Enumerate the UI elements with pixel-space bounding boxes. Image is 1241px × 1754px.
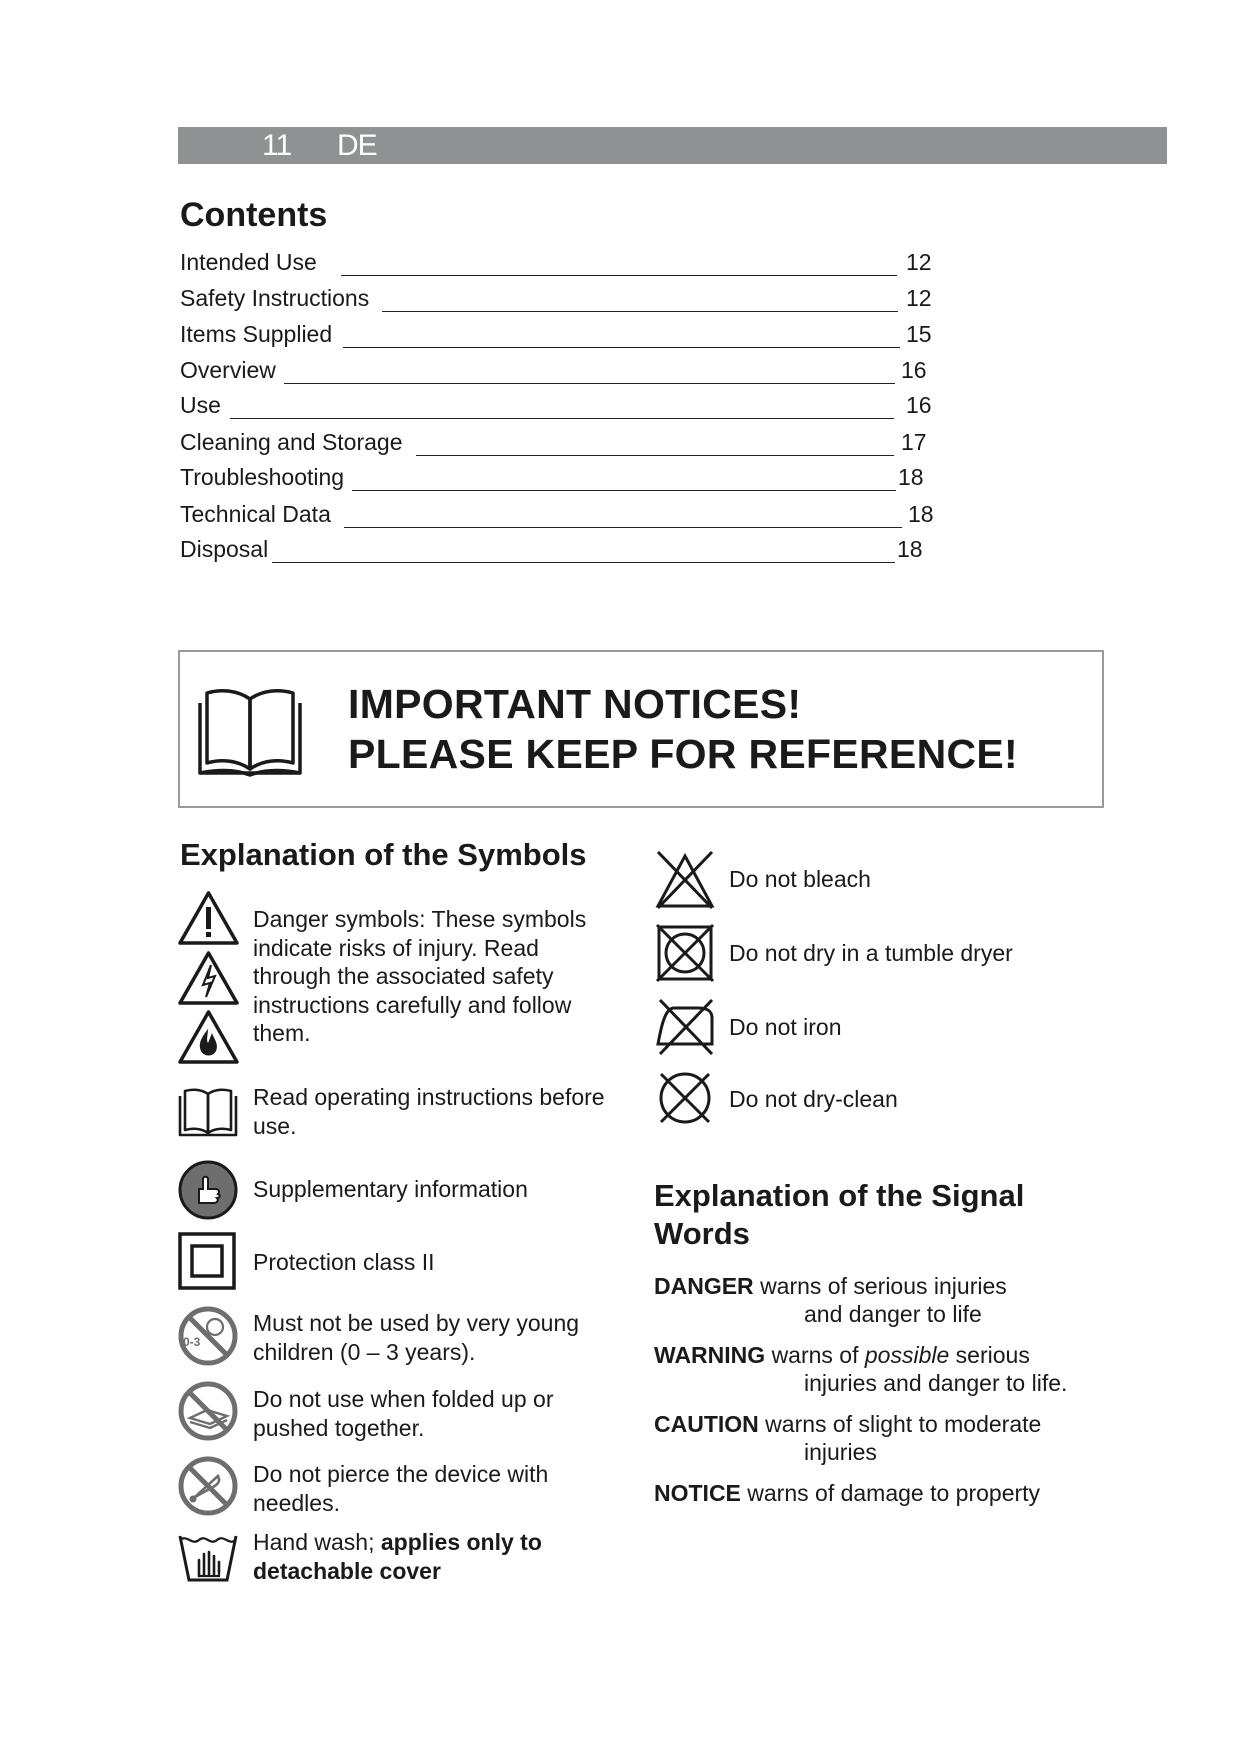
toc-leader xyxy=(416,455,894,456)
toc-leader xyxy=(344,527,902,528)
toc-label: Technical Data xyxy=(180,501,331,527)
signal-word: DANGER xyxy=(654,1273,754,1299)
toc-page: 18 xyxy=(908,501,934,527)
signal-word-desc: warns of damage to property xyxy=(747,1480,1041,1506)
hand-wash-icon xyxy=(177,1530,239,1584)
hand-wash-label: Hand wash; xyxy=(253,1529,381,1555)
toc-leader xyxy=(284,383,895,384)
toc-label: Cleaning and Storage xyxy=(180,429,403,455)
signal-word: CAUTION xyxy=(654,1411,759,1437)
toc-page: 16 xyxy=(901,357,927,383)
no-young-children-text: Must not be used by very young children (0 – 3 years). xyxy=(253,1310,580,1365)
notice-line-1: IMPORTANT NOTICES! xyxy=(348,681,802,727)
toc-label: Use xyxy=(180,392,221,418)
toc-label: Disposal xyxy=(180,536,269,562)
no-tumble-dry-text: Do not dry in a tumble dryer xyxy=(729,940,1013,966)
signal-word-desc-end: serious xyxy=(949,1342,1030,1368)
baby-face-icon xyxy=(207,1319,223,1335)
toc-label: Items Supplied xyxy=(180,321,333,347)
no-needles-icon xyxy=(177,1455,239,1517)
protection-class-ii-icon xyxy=(178,1232,236,1290)
no-dry-clean-text: Do not dry-clean xyxy=(729,1086,898,1112)
supplementary-info-text: Supplementary information xyxy=(253,1176,528,1202)
no-tumble-dry-icon xyxy=(655,923,715,983)
signal-word: NOTICE xyxy=(654,1480,741,1506)
open-book-icon xyxy=(195,685,305,777)
important-notice-box xyxy=(178,650,1104,808)
page-number: 11 xyxy=(262,129,292,162)
hand-wash-text xyxy=(253,1528,633,1585)
no-bleach-icon xyxy=(654,850,716,910)
no-folded-use-text: Do not use when folded up or pushed together. xyxy=(253,1386,554,1441)
open-book-icon xyxy=(177,1086,239,1138)
signal-word-desc-cont: injuries xyxy=(804,1439,877,1465)
no-iron-text: Do not iron xyxy=(729,1014,842,1040)
hand-wash-bold-note: applies only to detachable cover xyxy=(253,1529,542,1584)
signal-word-desc: warns of slight to moderate xyxy=(765,1411,1042,1437)
signal-word-desc-cont: injuries and danger to life. xyxy=(804,1370,1068,1396)
lightning-icon xyxy=(203,965,215,997)
toc-leader xyxy=(341,275,897,276)
toc-leader xyxy=(230,418,894,419)
danger-symbols-text: Danger symbols: These symbols indicate risks of injury. Read through the associated safety instructions carefully and follow them. xyxy=(253,906,587,1046)
protection-class-text: Protection class II xyxy=(253,1249,435,1275)
toc-page: 18 xyxy=(898,464,924,490)
toc-page: 17 xyxy=(901,429,927,455)
signal-words-heading: Explanation of the Signal Words xyxy=(654,1178,1025,1251)
toc-leader xyxy=(343,347,900,348)
toc-label: Safety Instructions xyxy=(180,285,370,311)
signal-word-danger xyxy=(654,1272,1094,1328)
signal-word: WARNING xyxy=(654,1342,766,1368)
language-code: DE xyxy=(337,129,377,162)
signal-word-caution xyxy=(654,1410,1094,1466)
danger-triangle-icons xyxy=(177,890,240,1068)
toc-page: 12 xyxy=(906,285,932,311)
no-iron-icon xyxy=(654,996,716,1056)
no-needles-text: Do not pierce the device with needles. xyxy=(253,1461,549,1516)
no-bleach-text: Do not bleach xyxy=(729,866,871,892)
contents-heading: Contents xyxy=(180,196,328,234)
toc-label: Overview xyxy=(180,357,276,383)
toc-page: 12 xyxy=(906,249,932,275)
symbols-heading: Explanation of the Symbols xyxy=(180,837,587,872)
notice-line-2: PLEASE KEEP FOR REFERENCE! xyxy=(348,731,1018,777)
exclamation-icon xyxy=(206,907,211,929)
no-folded-use-icon xyxy=(177,1380,239,1442)
signal-word-notice xyxy=(654,1479,1114,1507)
signal-word-desc: warns of xyxy=(771,1342,865,1368)
signal-word-desc: warns of serious injuries xyxy=(760,1273,1007,1299)
no-young-children-icon xyxy=(177,1305,239,1367)
toc-label: Intended Use xyxy=(180,249,317,275)
no-dry-clean-icon xyxy=(655,1068,715,1128)
signal-word-desc-cont: and danger to life xyxy=(804,1301,982,1327)
toc-page: 16 xyxy=(906,392,932,418)
signal-word-warning xyxy=(654,1341,1094,1397)
toc-leader xyxy=(382,311,898,312)
toc-page: 18 xyxy=(897,536,923,562)
toc-label: Troubleshooting xyxy=(180,464,345,490)
signal-word-emphasis: possible xyxy=(864,1342,950,1368)
toc-leader xyxy=(352,490,896,491)
page-header-bar xyxy=(178,127,1167,164)
age-badge: 0-3 xyxy=(183,1335,201,1349)
flame-icon xyxy=(200,1029,217,1056)
pointing-hand-icon xyxy=(177,1159,239,1221)
toc-leader xyxy=(272,562,895,563)
toc-page: 15 xyxy=(906,321,932,347)
read-instructions-text: Read operating instructions before use. xyxy=(253,1084,605,1139)
